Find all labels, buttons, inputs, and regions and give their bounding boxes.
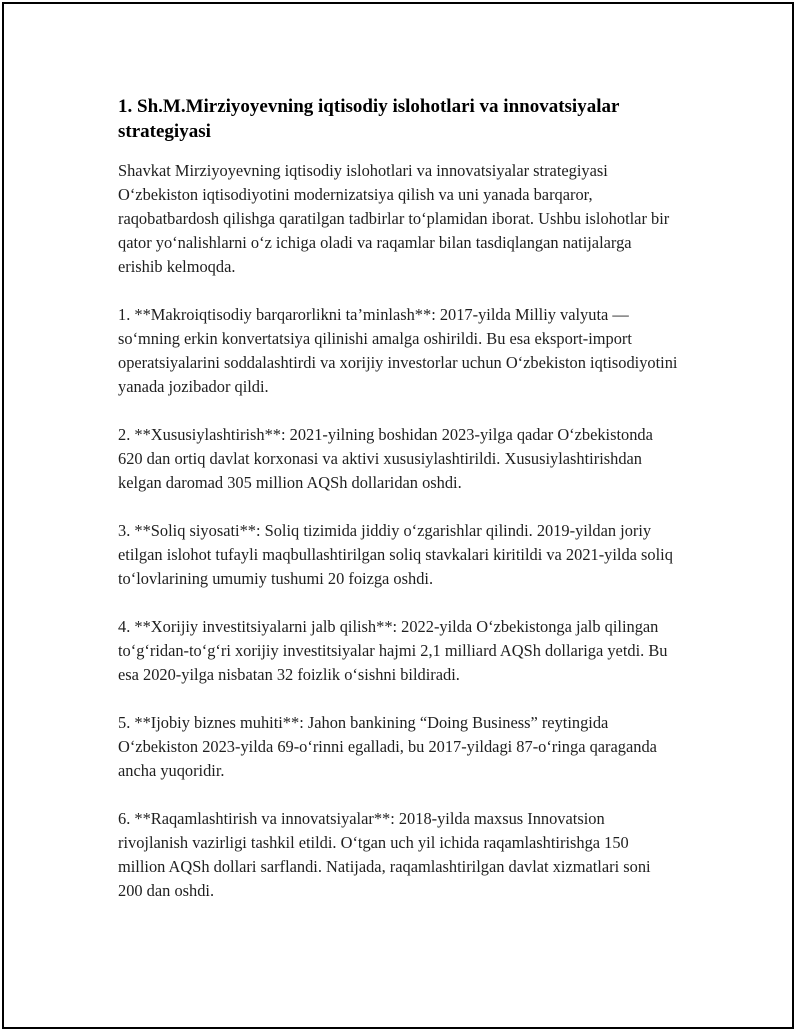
list-item-digitalization: 6. **Raqamlashtirish va innovatsiyalar**: 2018-yilda maxsus Innovatsion rivojlanish vazirligi tashkil etildi. O‘tgan uch yil ichida raqamlashtirishga 150 million AQSh dollari sarflandi. Natijada, raqamlashtirilgan davlat xizmatlari soni 200 dan oshdi. [118, 809, 651, 900]
intro-paragraph: Shavkat Mirziyoyevning iqtisodiy islohotlari va innovatsiyalar strategiyasi O‘zbekiston iqtisodiyotini modernizatsiya qilish va uni yanada barqaror, raqobatbardosh qilishga qaratilgan tadbirlar to‘plamidan iborat. Ushbu islohotlar bir qator yo‘nalishlarni o‘z ichiga oladi va raqamlar bilan tasdiqlangan natijalarga erishib kelmoqda. [118, 161, 670, 276]
list-item-tax-policy: 3. **Soliq siyosati**: Soliq tizimida jiddiy o‘zgarishlar qilindi. 2019-yildan joriy etilgan islohot tufayli maqbullashtirilgan soliq stavkalari kiritildi va 2021-yilda soliq to‘lovlarining umumiy tushumi 20 foizga oshdi. [118, 521, 673, 588]
list-item-macroeconomic-stability: 1. **Makroiqtisodiy barqarorlikni ta’minlash**: 2017-yilda Milliy valyuta — so‘mning erkin konvertatsiya qilinishi amalga oshirildi. Bu esa eksport-import operatsiyalarini soddalashtirdi va xorijiy investorlar uchun O‘zbekiston iqtisodiyotini yanada jozibador qildi. [118, 305, 678, 396]
document-body [118, 94, 678, 903]
document-title: 1. Sh.M.Mirziyoyevning iqtisodiy islohotlari va innovatsiyalar strategiyasi [118, 96, 620, 142]
list-item-foreign-investment: 4. **Xorijiy investitsiyalarni jalb qilish**: 2022-yilda O‘zbekistonga jalb qilingan to‘g‘ridan-to‘g‘ri xorijiy investitsiyalar hajmi 2,1 milliard AQSh dollariga yetdi. Bu esa 2020-yilga nisbatan 32 foizlik o‘sishni bildiradi. [118, 617, 668, 684]
list-item-business-environment: 5. **Ijobiy biznes muhiti**: Jahon bankining “Doing Business” reytingida O‘zbekiston 2023-yilda 69-o‘rinni egalladi, bu 2017-yildagi 87-o‘ringa qaraganda ancha yuqoridir. [118, 713, 657, 780]
list-item-privatization: 2. **Xususiylashtirish**: 2021-yilning boshidan 2023-yilga qadar O‘zbekistonda 620 dan ortiq davlat korxonasi va aktivi xususiylashtirildi. Xususiylashtirishdan kelgan daromad 305 million AQSh dollaridan oshdi. [118, 425, 653, 492]
